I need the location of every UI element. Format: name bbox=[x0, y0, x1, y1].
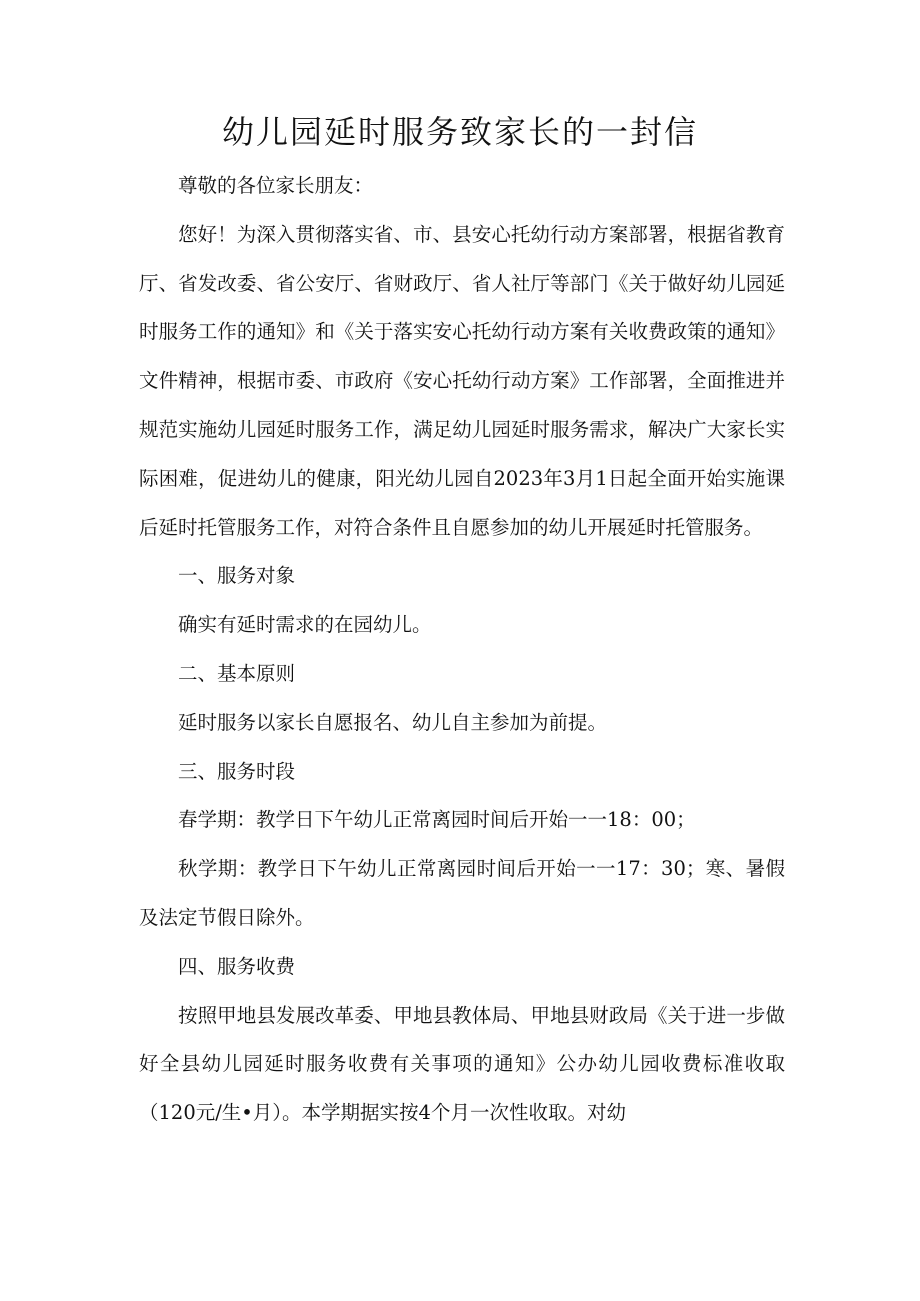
fees-text: 按照甲地县发展改革委、甲地县教体局、甲地县财政局《关于进一步做好全县幼儿园延时服务收费有关事项的通知》公办幼儿园收费标准收取（120元/生•月）。本学期据实按4个月一次性收取。对幼 bbox=[139, 1003, 785, 1125]
section-heading-service-time: 三、服务时段 bbox=[178, 759, 296, 783]
section-heading-principles: 二、基本原则 bbox=[178, 661, 296, 685]
autumn-term-time: 秋学期：教学日下午幼儿正常离园时间后开始一一17：30；寒、暑假及法定节假日除外。 bbox=[139, 857, 785, 929]
salutation: 尊敬的各位家长朋友： bbox=[178, 174, 374, 197]
spring-term-time: 春学期：教学日下午幼儿正常离园时间后开始一一18：00； bbox=[178, 808, 696, 832]
principles-text: 延时服务以家长自愿报名、幼儿自主参加为前提。 bbox=[178, 710, 608, 734]
document-body bbox=[139, 162, 785, 1138]
section-heading-service-target: 一、服务对象 bbox=[178, 564, 296, 588]
section-heading-fees: 四、服务收费 bbox=[178, 954, 296, 978]
document-title: 幼儿园延时服务致家长的一封信 bbox=[221, 113, 698, 151]
service-target-text: 确实有延时需求的在园幼儿。 bbox=[178, 613, 432, 637]
intro-paragraph: 您好！为深入贯彻落实省、市、县安心托幼行动方案部署，根据省教育厅、省发改委、省公安厅、省财政厅、省人社厅等部门《关于做好幼儿园延时服务工作的通知》和《关于落实安心托幼行动方案有关收费政策的通知》文件精神，根据市委、市政府《安心托幼行动方案》工作部署，全面推进并规范实施幼儿园延时服务工作，满足幼儿园延时服务需求，解决广大家长实际困难，促进幼儿的健康，阳光幼儿园自2023年3月1日起全面开始实施课后延时托管服务工作，对符合条件且自愿参加的幼儿开展延时托管服务。 bbox=[139, 222, 785, 539]
